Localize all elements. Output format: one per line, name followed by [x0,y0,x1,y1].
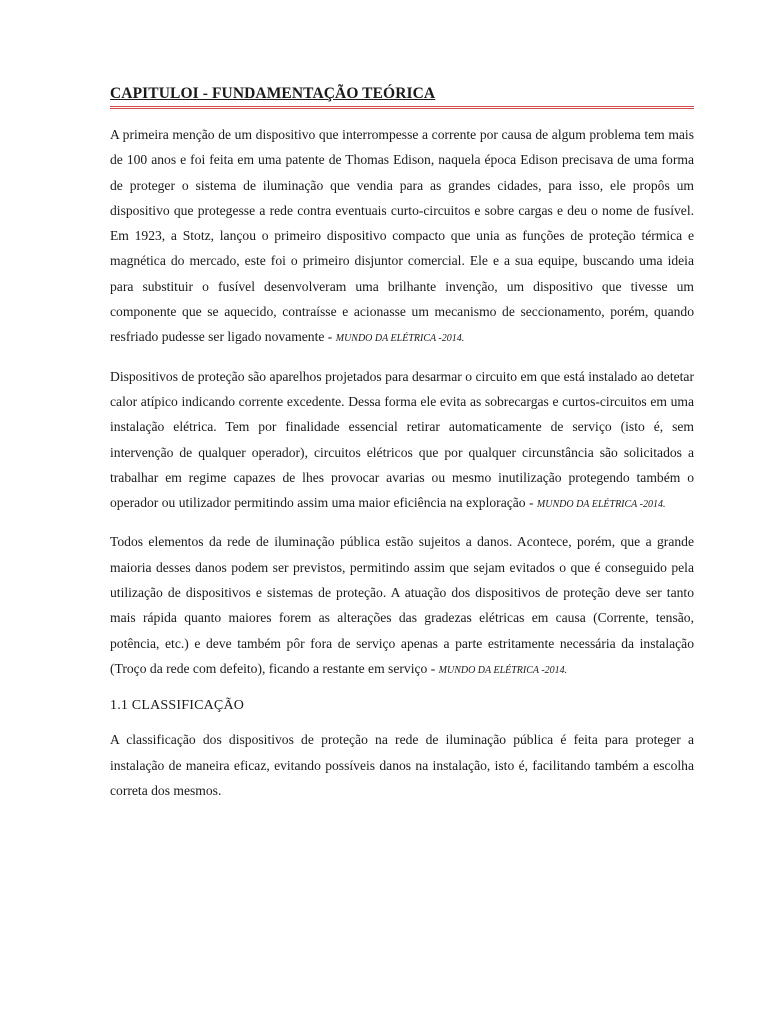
paragraph-1 [110,122,694,352]
paragraph-3-text: Todos elementos da rede de iluminação pública estão sujeitos a danos. Acontece, porém, que a grande maioria desses danos podem ser previstos, permitindo assim que sejam evitados o que é conseguido pela utilização de dispositivos e sistemas de proteção. A atuação dos dispositivos de proteção deve ser tanto mais rápida quanto maiores forem as alterações das gradezas elétricas em causa (Corrente, tensão, potência, etc.) e deve também pôr fora de serviço apenas a parte estritamente necessária da instalação (Troço da rede com defeito), ficando a restante em serviço - [110,534,694,676]
section-heading: 1.1 CLASSIFICAÇÃO [110,698,245,714]
paragraph-1-text: A primeira menção de um dispositivo que interrompesse a corrente por causa de algum problema tem mais de 100 anos e foi feita em uma patente de Thomas Edison, naquela época Edison precisava de uma forma de proteger o sistema de iluminação que vendia para as grandes cidades, para isso, ele propôs um dispositivo que protegesse a rede contra eventuais curto-circuitos e sobre cargas e deu o nome de fusível. Em 1923, a Stotz, lançou o primeiro dispositivo compacto que unia as funções de proteção térmica e magnética do mercado, este foi o primeiro disjuntor comercial. Ele e a sua equipe, buscando uma ideia para substituir o fusível desenvolveram uma brilhante invenção, um dispositivo que tivesse um componente que se aquecido, contraísse e acionasse um mecanismo de seccionamento, porém, quando resfriado pudesse ser ligado novamente - [110,127,694,345]
section-paragraph: A classificação dos dispositivos de proteção na rede de iluminação pública é feita para proteger a instalação de maneira eficaz, evitando possíveis danos na instalação, isto é, facilitando também a escolha correta dos mesmos. [110,732,694,798]
chapter-title: CAPITULOI - FUNDAMENTAÇÃO TEÓRICA [110,85,436,102]
paragraph-3-citation: MUNDO DA ELÉTRICA -2014. [438,664,568,676]
paragraph-1-citation: MUNDO DA ELÉTRICA -2014. [335,333,465,345]
paragraph-3 [110,529,694,683]
paragraph-2-text: Dispositivos de proteção são aparelhos projetados para desarmar o circuito em que está instalado ao detetar calor atípico indicando corrente excedente. Dessa forma ele evita as sobrecargas e curtos-circuitos em uma instalação elétrica. Tem por finalidade essencial retirar automaticamente de serviço (isto é, sem intervenção de qualquer operador), circuitos elétricos que por qualquer circunstância são solicitados a trabalhar em regime capazes de lhes provocar avarias ou mesmo inutilização protegendo também o operador ou utilizador permitindo assim uma maior eficiência na exploração - [110,368,694,511]
title-double-rule [110,106,694,109]
paragraph-2 [110,364,694,518]
paragraph-2-citation: MUNDO DA ELÉTRICA -2014. [536,499,666,511]
